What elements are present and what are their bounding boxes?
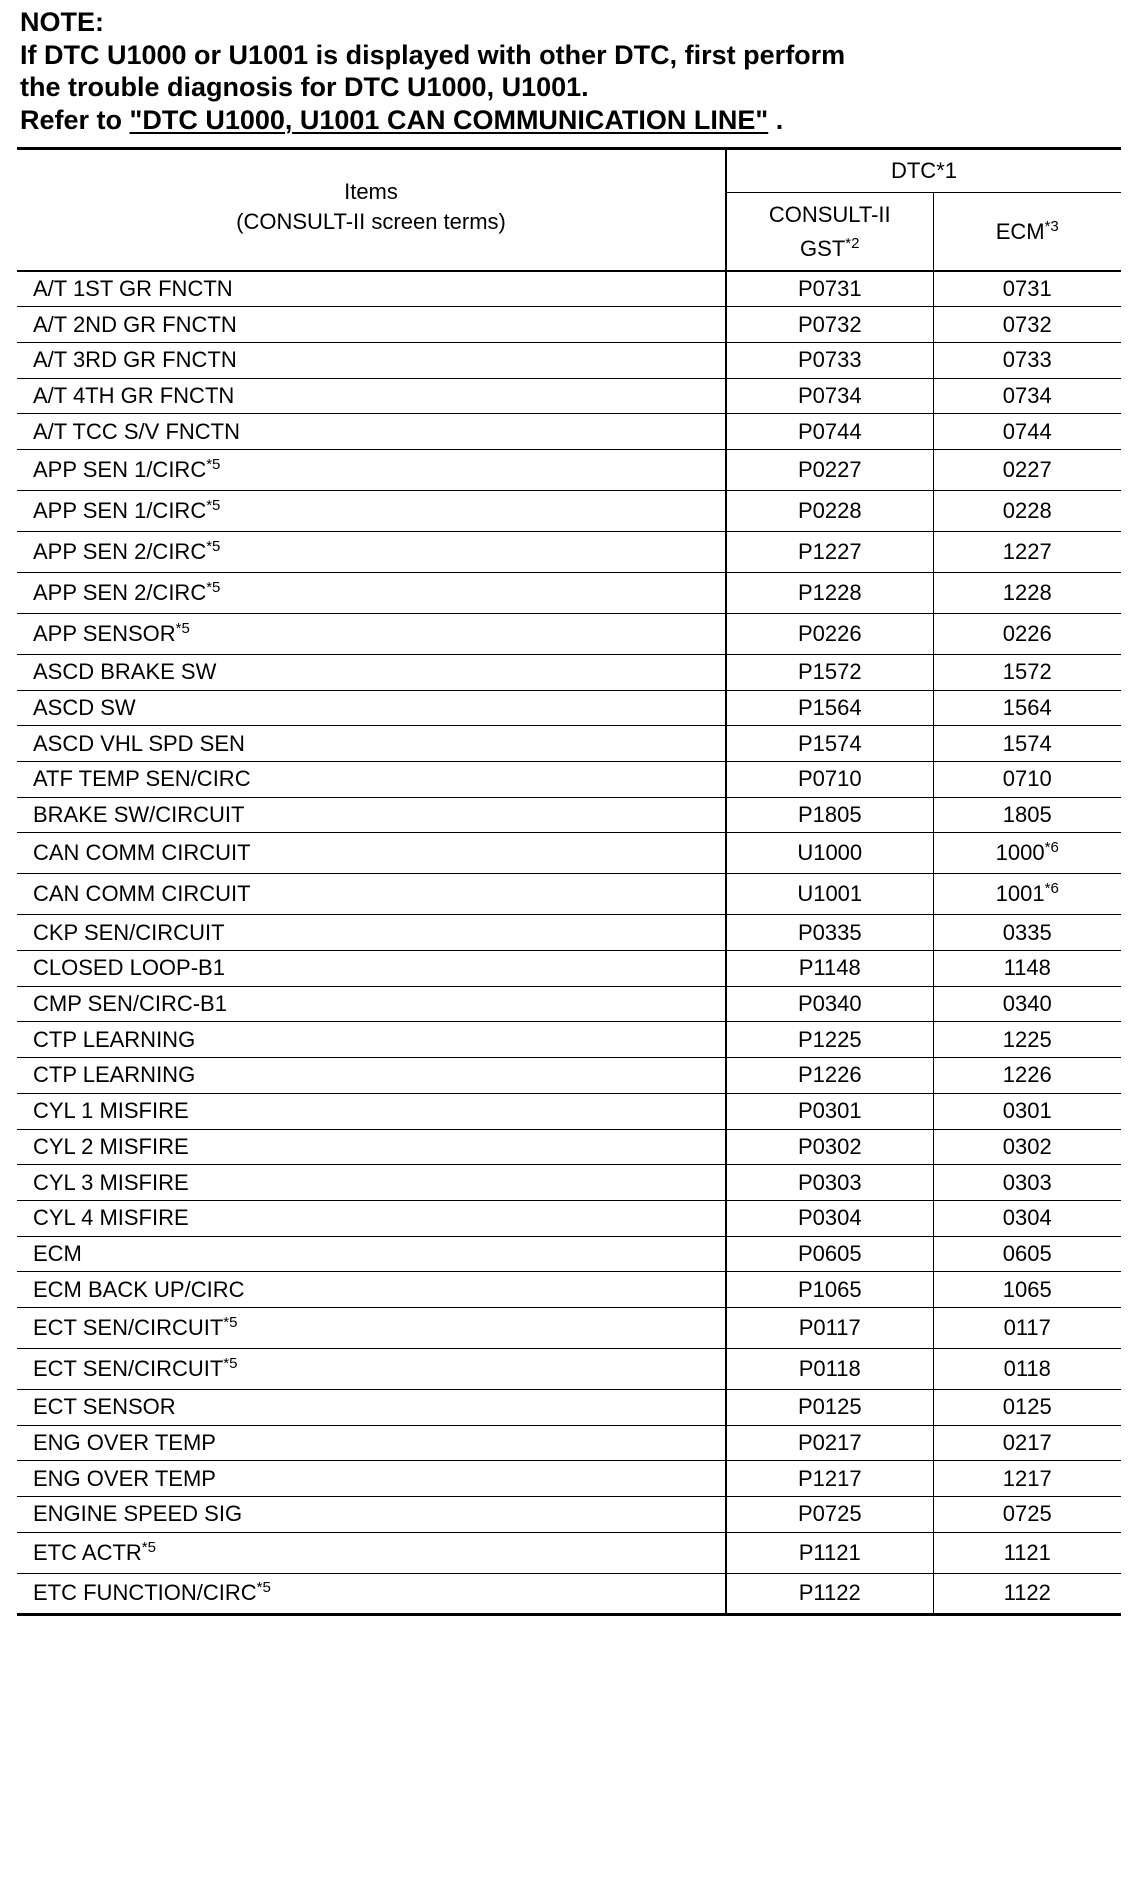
item-footnote-mark: *5 [206,455,221,473]
table-row [17,986,1121,1022]
ecm-code: 1122 [1003,1580,1051,1606]
item-name: ATF TEMP SEN/CIRC [33,766,251,792]
ecm-footnote-mark: *6 [1044,880,1059,898]
ecm-code-cell [933,1348,1121,1389]
item-cell [17,1389,726,1425]
ecm-code-cell [933,1497,1121,1533]
consult-gst-code: P1574 [726,726,933,762]
item-cell [17,490,726,531]
item-cell [17,1272,726,1308]
consult-gst-code: P1226 [726,1058,933,1094]
gst-footnote-mark: *2 [845,234,860,252]
table-row [17,762,1121,798]
ecm-code: 0725 [1002,1501,1052,1527]
ecm-code-cell [933,307,1121,343]
ecm-code: 1228 [1002,579,1052,605]
consult-gst-code: P0710 [726,762,933,798]
table-row [17,572,1121,613]
item-name: ETC FUNCTION/CIRC [33,1580,257,1606]
ecm-code-cell [933,986,1121,1022]
consult-gst-column-header [726,193,933,272]
ecm-code-cell [933,762,1121,798]
item-name: CYL 4 MISFIRE [33,1205,189,1231]
item-name: ECT SEN/CIRCUIT [33,1314,224,1340]
ecm-code-cell [933,1461,1121,1497]
table-row [17,1129,1121,1165]
can-communication-line-link[interactable]: "DTC U1000, U1001 CAN COMMUNICATION LINE" [129,104,769,135]
consult-gst-code: P0117 [726,1307,933,1348]
dtc-table-header [17,149,1121,272]
ecm-code-cell [933,342,1121,378]
table-row [17,414,1121,450]
item-name: BRAKE SW/CIRCUIT [33,802,245,828]
item-footnote-mark: *5 [206,496,221,514]
ecm-code: 1572 [1002,659,1052,685]
item-name: ASCD SW [33,694,136,720]
ecm-code: 1217 [1002,1465,1052,1491]
consult-gst-code: P0226 [726,613,933,654]
ecm-footnote-mark: *3 [1044,217,1059,235]
item-cell [17,1497,726,1533]
ecm-code-cell [933,1573,1121,1614]
ecm-code: 0301 [1002,1098,1052,1124]
table-row [17,1461,1121,1497]
dtc-table-body [17,271,1121,1614]
item-name: A/T TCC S/V FNCTN [33,418,240,444]
item-name: ASCD BRAKE SW [33,659,217,685]
table-row [17,1389,1121,1425]
table-row [17,490,1121,531]
item-name: CLOSED LOOP-B1 [33,955,225,981]
item-name: ECM BACK UP/CIRC [33,1276,245,1302]
table-row [17,1058,1121,1094]
consult-gst-code: P0725 [726,1497,933,1533]
item-cell [17,378,726,414]
ecm-column-header [933,193,1121,272]
table-row [17,613,1121,654]
item-name: A/T 2ND GR FNCTN [33,311,237,337]
table-row [17,449,1121,490]
ecm-code: 1000 [995,840,1045,866]
ecm-code-cell [933,1093,1121,1129]
note-line-3 [20,104,845,137]
table-row [17,271,1121,307]
table-row [17,797,1121,833]
table-row [17,654,1121,690]
consult-gst-code: P1122 [726,1573,933,1614]
table-row [17,1272,1121,1308]
item-cell [17,613,726,654]
consult-header-line: CONSULT-II [768,201,891,227]
items-header-title: Items [344,179,398,204]
note-line-1: If DTC U1000 or U1001 is displayed with other DTC, first perform [20,39,846,70]
ecm-code-cell [933,1425,1121,1461]
note-refer-suffix: . [768,104,784,135]
item-cell [17,726,726,762]
consult-gst-code: P0733 [726,342,933,378]
ecm-code: 0118 [1003,1355,1051,1381]
consult-gst-code: P0217 [726,1425,933,1461]
items-column-header [17,149,726,272]
ecm-footnote-mark: *6 [1044,839,1059,857]
ecm-code-cell [933,449,1121,490]
item-name: ECT SEN/CIRCUIT [33,1355,224,1381]
consult-gst-code: P1228 [726,572,933,613]
item-cell [17,986,726,1022]
ecm-code-cell [933,1129,1121,1165]
item-cell [17,874,726,915]
table-row [17,951,1121,987]
table-row [17,1532,1121,1573]
item-cell [17,342,726,378]
consult-gst-code: P0301 [726,1093,933,1129]
item-name: CYL 1 MISFIRE [33,1098,189,1124]
consult-gst-code: P1805 [726,797,933,833]
ecm-code: 1065 [1002,1276,1052,1302]
ecm-code-cell [933,654,1121,690]
item-cell [17,1165,726,1201]
item-footnote-mark: *5 [223,1313,238,1331]
ecm-code-cell [933,1272,1121,1308]
ecm-code-cell [933,874,1121,915]
ecm-code: 0335 [1002,919,1052,945]
item-name: ENGINE SPEED SIG [33,1501,243,1527]
ecm-code: 0732 [1002,311,1052,337]
ecm-code: 0340 [1002,991,1052,1017]
item-cell [17,1236,726,1272]
item-name: CMP SEN/CIRC-B1 [33,991,227,1017]
item-cell [17,1425,726,1461]
consult-gst-code: P0125 [726,1389,933,1425]
table-row [17,1497,1121,1533]
ecm-code: 1148 [1003,955,1051,981]
item-cell [17,1461,726,1497]
table-row [17,1573,1121,1614]
ecm-code-cell [933,613,1121,654]
ecm-code-cell [933,833,1121,874]
ecm-code: 1564 [1002,694,1052,720]
item-name: APP SEN 2/CIRC [33,538,207,564]
item-cell [17,1200,726,1236]
item-name: APP SEN 1/CIRC [33,497,207,523]
consult-gst-code: P0605 [726,1236,933,1272]
consult-gst-code: P1148 [726,951,933,987]
item-cell [17,1348,726,1389]
item-cell [17,654,726,690]
ecm-code-cell [933,531,1121,572]
item-footnote-mark: *5 [223,1354,238,1372]
consult-gst-code: U1001 [726,874,933,915]
item-name: ETC ACTR [33,1539,142,1565]
ecm-code: 0733 [1002,347,1052,373]
item-cell [17,1022,726,1058]
note-refer-prefix: Refer to [20,104,130,135]
consult-gst-code: P1227 [726,531,933,572]
consult-gst-code: P0228 [726,490,933,531]
dtc-group-header: DTC*1 [726,149,1121,193]
item-cell [17,307,726,343]
table-row [17,1425,1121,1461]
item-footnote-mark: *5 [175,619,190,637]
ecm-code-cell [933,915,1121,951]
item-cell [17,833,726,874]
ecm-code: 0303 [1002,1169,1052,1195]
ecm-code: 0217 [1002,1429,1052,1455]
ecm-code-cell [933,951,1121,987]
consult-gst-code: P0744 [726,414,933,450]
note-heading: NOTE: [20,7,104,37]
ecm-code-cell [933,490,1121,531]
item-cell [17,1129,726,1165]
ecm-code-cell [933,1058,1121,1094]
note-block [20,6,845,136]
item-cell [17,572,726,613]
item-name: ECM [33,1240,82,1266]
ecm-code-cell [933,1165,1121,1201]
ecm-code: 1805 [1002,802,1052,828]
consult-gst-code: U1000 [726,833,933,874]
table-row [17,1236,1121,1272]
table-row [17,874,1121,915]
consult-gst-code: P0340 [726,986,933,1022]
item-name: ASCD VHL SPD SEN [33,730,245,756]
item-cell [17,797,726,833]
item-cell [17,915,726,951]
item-name: APP SENSOR [33,620,176,646]
table-row [17,531,1121,572]
ecm-code-cell [933,1022,1121,1058]
ecm-code: 0226 [1002,620,1052,646]
consult-gst-code: P1572 [726,654,933,690]
ecm-code: 0731 [1002,276,1052,302]
ecm-code: 0125 [1002,1394,1052,1420]
item-cell [17,951,726,987]
item-name: APP SEN 2/CIRC [33,579,207,605]
ecm-code: 0605 [1002,1240,1052,1266]
ecm-code: 1574 [1002,730,1052,756]
consult-gst-code: P0227 [726,449,933,490]
ecm-code-cell [933,1307,1121,1348]
item-cell [17,1307,726,1348]
item-cell [17,1532,726,1573]
item-footnote-mark: *5 [141,1538,156,1556]
ecm-code-cell [933,726,1121,762]
item-name: CYL 3 MISFIRE [33,1169,189,1195]
ecm-header-label: ECM [995,218,1045,244]
consult-gst-code: P0118 [726,1348,933,1389]
consult-gst-code: P0732 [726,307,933,343]
ecm-code-cell [933,1389,1121,1425]
ecm-code-cell [933,271,1121,307]
ecm-code: 1225 [1002,1026,1052,1052]
item-cell [17,762,726,798]
table-row [17,690,1121,726]
consult-gst-code: P0304 [726,1200,933,1236]
table-row [17,1022,1121,1058]
item-name: CTP LEARNING [33,1026,196,1052]
consult-gst-code: P0731 [726,271,933,307]
ecm-code: 1001 [995,881,1045,907]
ecm-code: 0228 [1002,497,1052,523]
table-row [17,833,1121,874]
item-name: CAN COMM CIRCUIT [33,840,251,866]
consult-gst-code: P1065 [726,1272,933,1308]
ecm-code-cell [933,378,1121,414]
table-row [17,342,1121,378]
table-row [17,1348,1121,1389]
ecm-code: 0734 [1002,382,1052,408]
consult-gst-code: P0734 [726,378,933,414]
ecm-code: 0304 [1002,1205,1052,1231]
ecm-code-cell [933,1200,1121,1236]
ecm-code-cell [933,1532,1121,1573]
item-name: A/T 1ST GR FNCTN [33,276,233,302]
table-row [17,307,1121,343]
item-footnote-mark: *5 [256,1579,271,1597]
item-name: CAN COMM CIRCUIT [33,881,251,907]
consult-gst-code: P0335 [726,915,933,951]
ecm-code: 0302 [1002,1133,1052,1159]
item-cell [17,531,726,572]
consult-gst-code: P1564 [726,690,933,726]
table-row [17,378,1121,414]
item-footnote-mark: *5 [206,537,221,555]
ecm-code-cell [933,797,1121,833]
ecm-code-cell [933,572,1121,613]
table-row [17,1307,1121,1348]
ecm-code: 0227 [1002,456,1052,482]
item-cell [17,414,726,450]
item-name: A/T 3RD GR FNCTN [33,347,237,373]
item-cell [17,449,726,490]
item-cell [17,1093,726,1129]
table-row [17,1093,1121,1129]
ecm-code: 0710 [1002,766,1052,792]
item-name: ENG OVER TEMP [33,1465,216,1491]
item-cell [17,1058,726,1094]
item-name: APP SEN 1/CIRC [33,456,207,482]
table-row [17,1200,1121,1236]
gst-header-label: GST [800,235,846,261]
consult-gst-code: P1121 [726,1532,933,1573]
ecm-code-cell [933,690,1121,726]
item-cell [17,271,726,307]
item-cell [17,1573,726,1614]
table-row [17,915,1121,951]
ecm-code: 0117 [1003,1314,1051,1340]
item-name: ENG OVER TEMP [33,1429,216,1455]
dtc-table [17,147,1121,1616]
ecm-code-cell [933,414,1121,450]
ecm-code-cell [933,1236,1121,1272]
consult-gst-code: P1217 [726,1461,933,1497]
table-row [17,1165,1121,1201]
item-footnote-mark: *5 [206,578,221,596]
item-name: CYL 2 MISFIRE [33,1133,189,1159]
ecm-code: 1121 [1003,1539,1051,1565]
item-cell [17,690,726,726]
item-name: A/T 4TH GR FNCTN [33,382,235,408]
table-row [17,726,1121,762]
ecm-code: 1227 [1002,538,1052,564]
items-header-subtitle: (CONSULT-II screen terms) [236,209,506,234]
consult-gst-code: P0302 [726,1129,933,1165]
ecm-code: 0744 [1002,418,1052,444]
consult-gst-code: P0303 [726,1165,933,1201]
item-name: CKP SEN/CIRCUIT [33,919,225,945]
item-name: ECT SENSOR [33,1394,176,1420]
ecm-code: 1226 [1002,1062,1052,1088]
item-name: CTP LEARNING [33,1062,196,1088]
note-line-2: the trouble diagnosis for DTC U1000, U1001. [20,72,589,102]
consult-gst-code: P1225 [726,1022,933,1058]
